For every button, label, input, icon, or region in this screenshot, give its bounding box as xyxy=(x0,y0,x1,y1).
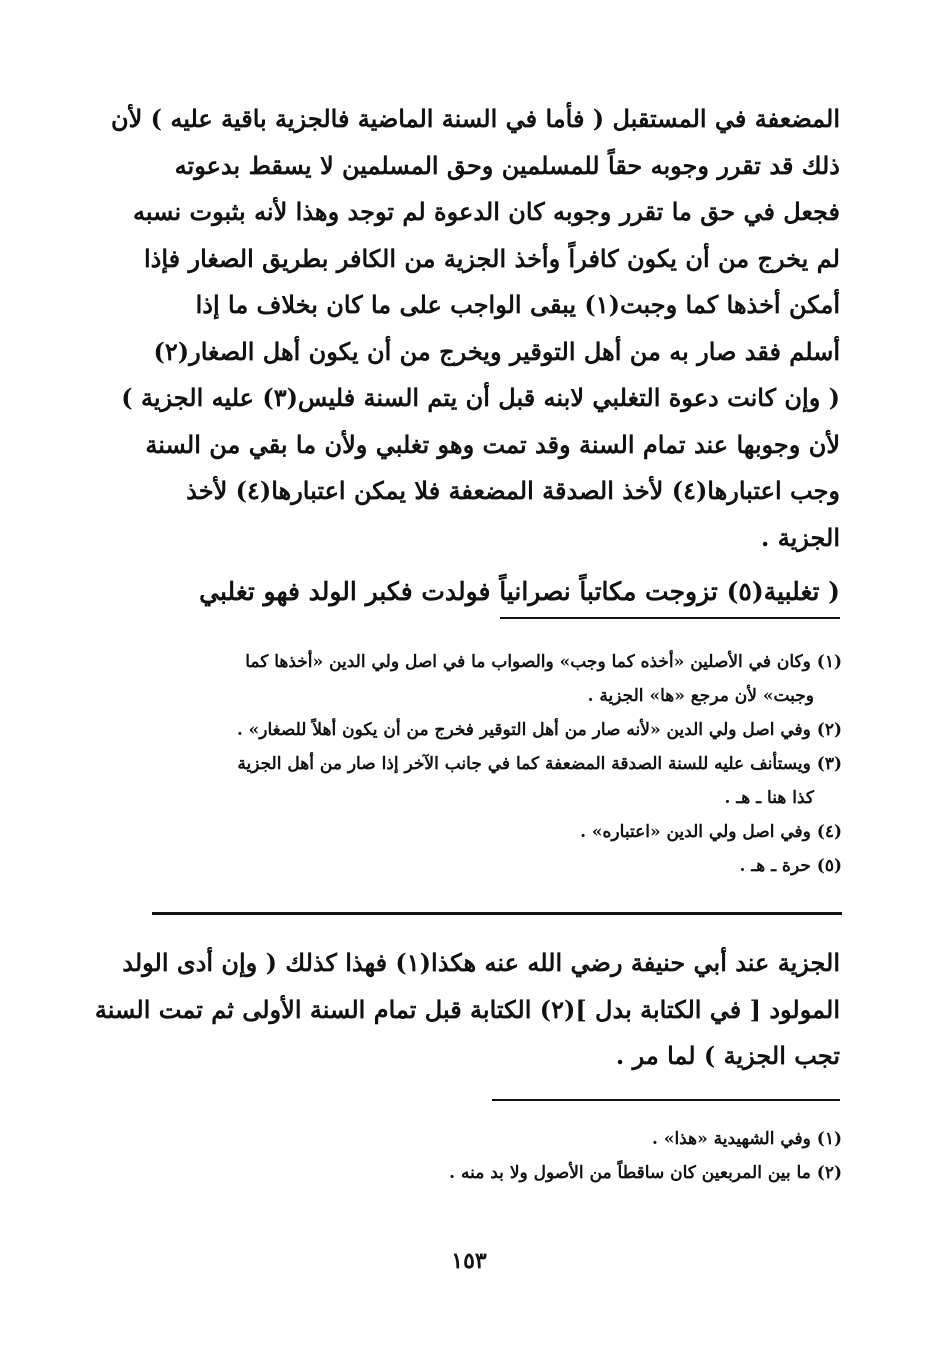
text-line-2-2: المولود [ في الكتابة بدل ](٢) الكتابة قبل تمام السنة الأولى ثم تمت السنة xyxy=(94,994,840,1024)
text-line-5: أمكن أخذها كما وجبت(١) يبقى الواجب على ما كان بخلاف ما إذا xyxy=(195,290,840,319)
footnote-3-line-1: (٣) ويستأنف عليه للسنة الصدقة المضعفة كما في جانب الآخر إذا صار من أهل الجزية xyxy=(237,754,842,774)
main-text-block-2 xyxy=(94,940,840,1080)
footnotes-block-1 xyxy=(150,645,842,883)
section-heading-line: ( تغلبية(٥) تزوجت مكاتباً نصرانياً فولدت فكبر الولد فهو تغلبي xyxy=(199,577,840,606)
page-divider xyxy=(152,912,842,915)
text-line-7: ( وإن كانت دعوة التغلبي لابنه قبل أن يتم السنة فليس(٣) عليه الجزية ) xyxy=(121,383,840,412)
text-line-2-1: الجزية عند أبي حنيفة رضي الله عنه هكذا(١) فهذا كذلك ( وإن أدى الولد xyxy=(122,948,840,977)
text-line-9: وجب اعتبارها(٤) لأخذ الصدقة المضعفة فلا يمكن اعتبارها(٤) لأخذ xyxy=(186,476,840,505)
footnote-2-line-1: (٢) وفي اصل ولي الدين «لأنه صار من أهل التوقير فخرج من أن يكون أهلاً للصغار» . xyxy=(236,720,842,740)
footnote-4 xyxy=(150,815,842,849)
footnote-1 xyxy=(150,645,842,713)
text-line-6: أسلم فقد صار به من أهل التوقير ويخرج من أن يكون أهل الصغار(٢) xyxy=(153,336,840,366)
footnotes-block-2 xyxy=(150,1122,842,1190)
text-line-1: المضعفة في المستقبل ( فأما في السنة الماضية فالجزية باقية عليه ) لأن xyxy=(111,104,840,133)
text-line-3: فجعل في حق ما تقرر وجوبه كان الدعوة لم توجد وهذا لأنه بثبوت نسبه xyxy=(133,197,840,226)
footnote-3-line-2: كذا هنا ـ هـ . xyxy=(724,788,814,808)
footnote-2-1-line-1: (١) وفي الشهيدية «هذا» . xyxy=(652,1129,842,1149)
footnote-4-line-1: (٤) وفي اصل ولي الدين «اعتباره» . xyxy=(580,822,842,842)
footnote-2-2-line-1: (٢) ما بين المربعين كان ساقطاً من الأصول ولا بد منه . xyxy=(449,1163,842,1183)
footnote-5 xyxy=(150,849,842,883)
footnote-2-1 xyxy=(150,1122,842,1156)
text-line-8: لأن وجوبها عند تمام السنة وقد تمت وهو تغلبي ولأن ما بقي من السنة xyxy=(145,429,840,459)
main-text-block-1 xyxy=(111,96,840,616)
text-line-2-3: تجب الجزية ) لما مر . xyxy=(615,1041,840,1070)
footnote-2 xyxy=(150,713,842,747)
footnote-2-2 xyxy=(150,1156,842,1190)
text-line-2: ذلك قد تقرر وجوبه حقاً للمسلمين وحق المسلمين لا يسقط بدعوته xyxy=(174,150,840,180)
text-line-4: لم يخرج من أن يكون كافراً وأخذ الجزية من الكافر بطريق الصغار فإذا xyxy=(143,243,840,273)
text-line-10: الجزية . xyxy=(761,522,840,552)
footnote-3 xyxy=(150,747,842,815)
page-number: ١٥٣ xyxy=(451,1248,487,1274)
footnote-separator-2 xyxy=(492,1099,840,1101)
footnote-1-line-2: وجبت» لأن مرجع «ها» الجزية . xyxy=(587,686,814,706)
footnote-separator-1 xyxy=(500,617,840,619)
footnote-1-line-1: (١) وكان في الأصلين «أخذه كما وجب» والصواب ما في اصل ولي الدين «أخذها كما xyxy=(245,652,842,672)
footnote-5-line-1: (٥) حرة ـ هـ . xyxy=(739,856,842,876)
